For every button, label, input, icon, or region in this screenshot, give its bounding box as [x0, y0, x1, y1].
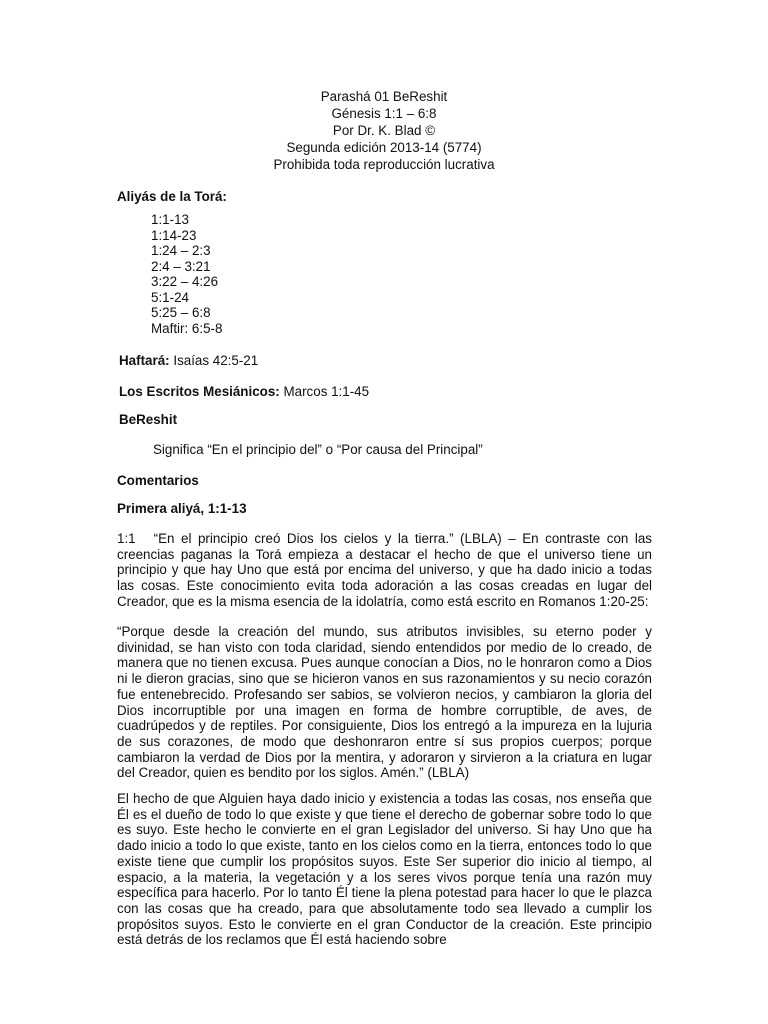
primera-aliya-heading: Primera aliyá, 1:1-13 — [117, 501, 247, 516]
bereshit-title: BeReshit — [119, 412, 178, 427]
genesis-range: Génesis 1:1 – 6:8 — [331, 106, 437, 121]
aliyot-item: 1:14-23 — [151, 227, 197, 243]
bereshit-meaning: Significa “En el principio del” o “Por causa del Principal” — [153, 442, 483, 457]
haftara-line — [119, 353, 258, 368]
escritos-value: Marcos 1:1-45 — [283, 384, 370, 399]
commentary-paragraph-3: El hecho de que Alguien haya dado inicio y existencia a todas las cosas, nos enseña que Él es el dueño de todo lo que existe y que tiene el derecho de gobernar sobre todo lo que es suyo. Este hecho le convierte en el gran Legislador del universo. Si hay Uno que ha dado inicio a todo lo que existe, tanto en los cielos como en la tierra, entonces todo lo que existe tiene que cumplir los propósitos suyos. Este Ser superior dio inicio al tiempo, al espacio, a la materia, la vegetación y a los seres vivos porque tenía una razón muy específica para hacerlo. Por lo tanto Él tiene la plena potestad para hacer lo que le plazca con las cosas que ha creado, para que absolutamente todo sea llevado a cumplir los propósitos suyos. Esto le convierte en el gran Conductor de la creación. Este principio está detrás de los reclamos que Él está haciendo sobre — [117, 791, 652, 948]
author: Por Dr. K. Blad © — [332, 123, 436, 138]
romans-quote: “Porque desde la creación del mundo, sus atributos invisibles, su eterno poder y divinidad, se han visto con toda claridad, siendo entendidos por medio de lo creado, de manera que no tienen excusa. Pues aunque conocían a Dios, no le honraron como a Dios ni le dieron gracias, sino que se hicieron vanos en sus razonamientos y su necio corazón fue entenebrecido. Profesando ser sabios, se volvieron necios, y cambiaron la gloria del Dios incorruptible por una imagen en forma de hombre corruptible, de aves, de cuadrúpedos y de reptiles. Por consiguiente, Dios los entregó a la impureza en la lujuria de sus corazones, de modo que deshonraron entre sí sus propios cuerpos; porque cambiaron la verdad de Dios por la mentira, y adoraron y sirvieron a la criatura en lugar del Creador, quien es bendito por los siglos. Amén.” (LBLA) — [117, 624, 652, 781]
parasha-title: Parashá 01 BeReshit — [320, 89, 448, 104]
haftara-label: Haftará: — [119, 353, 170, 368]
aliyot-item: 1:24 – 2:3 — [151, 243, 211, 258]
comentarios-heading: Comentarios — [117, 473, 199, 488]
aliyot-heading: Aliyás de la Torá: — [117, 189, 227, 204]
aliyot-item: 1:1-13 — [151, 212, 189, 227]
escritos-label: Los Escritos Mesiánicos: — [119, 384, 280, 399]
verse-ref: 1:1 — [117, 531, 136, 546]
commentary-paragraph-1 — [117, 531, 652, 610]
aliyot-item: 5:1-24 — [151, 289, 189, 305]
copyright-notice: Prohibida toda reproducción lucrativa — [273, 157, 495, 172]
aliyot-item: Maftir: 6:5-8 — [151, 320, 223, 336]
paragraph-text: “En el principio creó Dios los cielos y la tierra.” (LBLA) – En contraste con las creencias paganas la Torá empieza a destacar el hecho de que el universo tiene un principio y que hay Uno que está por encima del universo, y que ha dado inicio a todas las cosas. Este conocimiento evita toda adoración a las cosas creadas en lugar del Creador, que es la misma esencia de la idolatría, como está escrito en Romanos 1:20-25: — [117, 531, 652, 609]
edition: Segunda edición 2013-14 (5774) — [286, 140, 482, 155]
aliyot-item: 3:22 – 4:26 — [151, 274, 219, 289]
aliyot-item: 2:4 – 3:21 — [151, 258, 211, 274]
haftara-value: Isaías 42:5-21 — [173, 353, 259, 368]
document-header — [0, 88, 768, 173]
escritos-line — [119, 384, 369, 399]
aliyot-list — [151, 212, 222, 336]
aliyot-item: 5:25 – 6:8 — [151, 305, 211, 320]
